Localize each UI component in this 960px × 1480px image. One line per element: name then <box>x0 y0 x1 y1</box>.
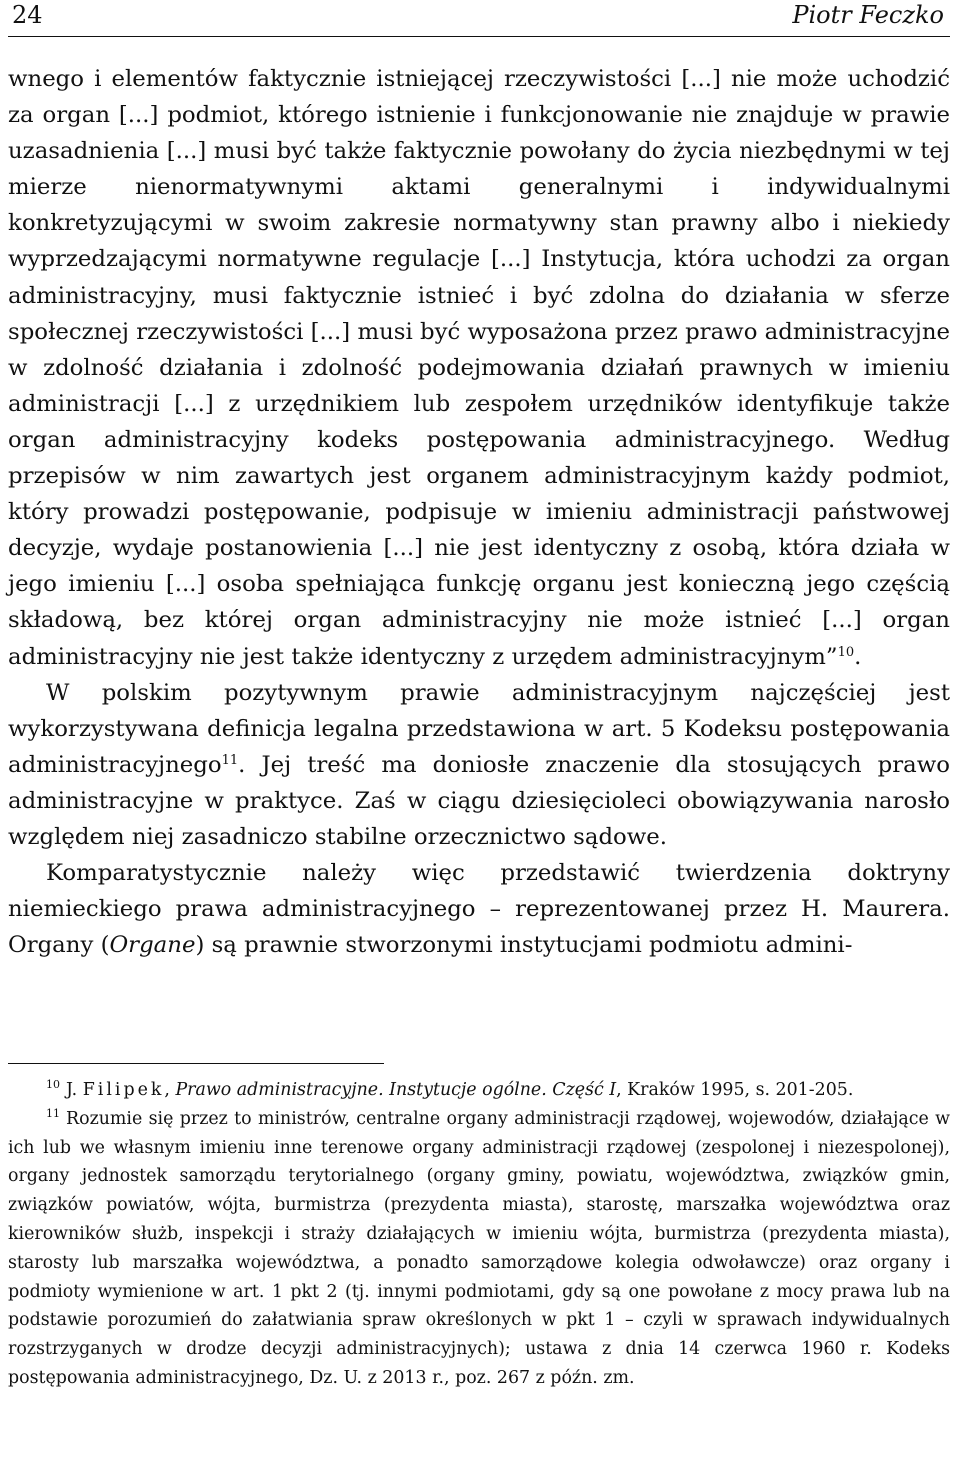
footnote-author-initial: J. <box>66 1080 78 1100</box>
paragraph-quote-continuation <box>8 61 950 675</box>
footnote-title: Prawo administracyjne. Instytucje ogólne. Część I <box>175 1080 617 1100</box>
paragraph-text: Komparatystycznie należy więc przedstawić twierdzenia doktryny niemieckiego prawa administracyjnego – reprezentowanej przez H. Maurera. Organy ( <box>8 860 950 959</box>
paragraph-text: ) są prawnie stworzonymi instytucjami podmiotu admini- <box>195 932 853 959</box>
footnote-11 <box>8 1105 950 1393</box>
footnote-ref-10[interactable]: 10 <box>837 644 855 660</box>
footnote-text: Rozumie się przez to ministrów, centralne organy administracji rządowej, wojewodów, działające w ich lub we własnym imieniu inne terenowe organy administracji rządowej (zespolonej i niezespolonej), organy jednostek samorządu terytorialnego (organy gminy, powiatu, województwa, związków gmin, związków powiatów, wójta, burmistrza (prezydenta miasta), starostę, marszałka województwa oraz kierowników służb, inspekcji i straży działających w imieniu wójta, burmistrza (prezydenta miasta), starosty lub marszałka województwa, a ponadto samorządowe kolegia odwoławcze) oraz organy i podmioty wymienione w art. 1 pkt 2 (tj. innymi podmiotami, gdy są one powołane z mocy prawa lub na podstawie porozumień do załatwiania spraw określonych w pkt 1 – czyli w sprawach indywidualnych rozstrzyganych w drodze decyzji administracyjnych); ustawa z dnia 14 czerwca 1960 r. Kodeks postępowania administracyjnego, Dz. U. z 2013 r., poz. 267 z późn. zm. <box>8 1108 950 1388</box>
footnote-author-surname: Filipek <box>82 1080 165 1100</box>
paragraph-text: . Jej treść ma doniosłe znaczenie dla stosujących prawo administracyjne w praktyce. Zaś w ciągu dziesięcioleci obowiązywania narosło względem niej zasadniczo stabilne orzecznictwo sądowe. <box>8 751 950 850</box>
italic-term: Organe <box>109 932 196 959</box>
running-header <box>8 0 950 37</box>
footnote-ref-11[interactable]: 11 <box>221 752 239 768</box>
footnote-separator <box>8 1063 384 1064</box>
footnote-10: $^{10}$ J. Filipek, Prawo administracyjne. Instytucje ogólne. Część I, Kraków 1995, s. 201-205. <box>46 1078 854 1100</box>
running-head-author: Piotr Feczko <box>792 1 944 29</box>
paragraph-polish-definition <box>8 675 950 855</box>
footnotes <box>8 1076 950 1393</box>
page-number: 24 <box>12 1 43 29</box>
paragraph-text: W polskim pozytywnym prawie administracyjnym najczęściej jest wykorzystywana definicja legalna przedstawiona w art. 5 Kodeksu postępowania administracyjnego <box>8 679 950 778</box>
footnote-citation: , Kraków 1995, s. 201-205. <box>616 1080 854 1100</box>
paragraph-end: . <box>854 643 862 670</box>
paragraph-text: wnego i elementów faktycznie istniejącej rzeczywistości [...] nie może uchodzić za organ [...] podmiot, którego istnienie i funkcjonowanie nie znajduje w prawie uzasadnienia [...] musi być także faktycznie powołany do życia niezbędnymi w tej mierze nienormatywnymi aktami generalnymi i indywidualnymi konkretyzującymi w swoim zakresie normatywny stan prawny albo i niekiedy wyprzedzającymi normatywne regulacje [...] Instytucja, która uchodzi za organ administracyjny, musi faktycznie istnieć i być zdolna do działania w sferze społecznej rzeczywistości [...] musi być wyposażona przez prawo administracyjne w zdolność działania i zdolność podejmowania działań prawnych w imieniu administracji [...] z urzędnikiem lub zespołem urzędników identyfikuje także organ administracyjny kodeks postępowania administracyjnego. Według przepisów w nim zawartych jest organem administracyjnym każdy podmiot, który prowadzi postępowanie, podpisuje w imieniu administracji państwowej decyzje, wydaje postanowienia [...] nie jest identyczny z osobą, która działa w jego imieniu [...] osoba spełniająca funkcję organu jest konieczną jego częścią składową, bez której organ administracyjny nie może istnieć [...] organ administracyjny nie jest także identyczny z urzędem administracyjnym” <box>8 66 950 670</box>
footnote-number: 11 <box>46 1106 60 1120</box>
main-text <box>8 61 950 963</box>
footnote-number: 10 <box>46 1078 60 1091</box>
paragraph-comparative <box>8 855 950 963</box>
